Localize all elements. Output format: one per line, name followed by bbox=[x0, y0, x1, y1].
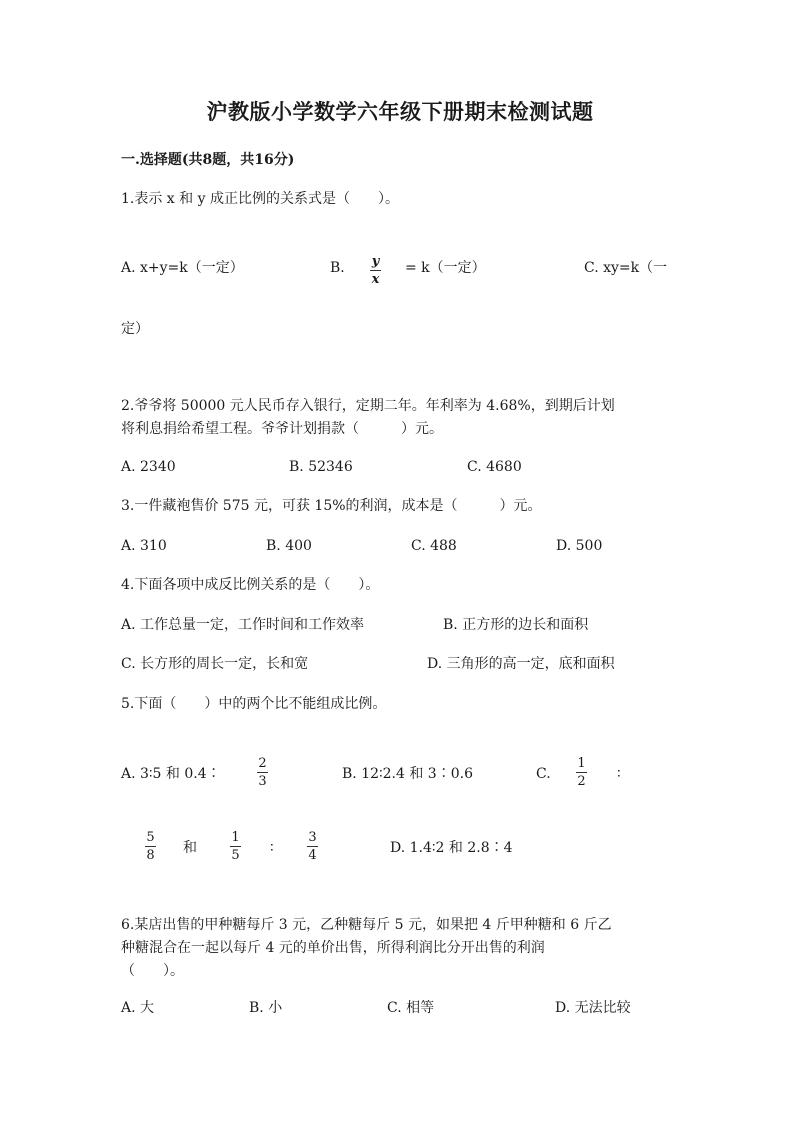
section-heading: 一.选择题(共8题，共16分) bbox=[121, 152, 295, 168]
question-4-option-b: B. 正方形的边长和面积 bbox=[443, 617, 589, 633]
fraction-denominator: 5 bbox=[231, 848, 240, 863]
question-3-option-a: A. 310 bbox=[121, 538, 167, 554]
question-4-stem: 4.下面各项中成反比例关系的是（ ）。 bbox=[121, 577, 380, 593]
question-2-option-a: A. 2340 bbox=[121, 459, 176, 475]
question-2-option-b: B. 52346 bbox=[289, 459, 353, 475]
question-6-stem-line-2: 种糖混合在一起以每斤 4 元的单价出售，所得利润比分开出售的利润 bbox=[121, 940, 545, 956]
fraction-numerator: 1 bbox=[231, 830, 240, 845]
fraction-bar bbox=[257, 772, 268, 773]
question-5-option-c-fraction-4 bbox=[307, 830, 318, 863]
question-5-option-c-label: C. bbox=[536, 766, 551, 782]
question-5-stem: 5.下面（ ）中的两个比不能组成比例。 bbox=[121, 696, 387, 712]
question-1-option-b-fraction bbox=[370, 254, 381, 287]
fraction-bar bbox=[370, 270, 381, 271]
fraction-denominator: 2 bbox=[577, 774, 586, 789]
question-5-option-b: B. 12∶2.4 和 3∶0.6 bbox=[342, 766, 473, 782]
fraction-numerator: y bbox=[371, 254, 380, 269]
fraction-denominator: 4 bbox=[308, 848, 317, 863]
question-5-option-a-fraction bbox=[257, 756, 268, 789]
question-4-option-a: A. 工作总量一定，工作时间和工作效率 bbox=[121, 617, 365, 633]
fraction-numerator: 3 bbox=[308, 830, 317, 845]
fraction-denominator: x bbox=[371, 272, 380, 287]
question-5-option-c-fraction-2 bbox=[145, 830, 156, 863]
question-2-stem-line-2: 将利息捐给希望工程。爷爷计划捐款（ ）元。 bbox=[121, 421, 443, 437]
question-1-stem: 1.表示 x 和 y 成正比例的关系式是（ ）。 bbox=[121, 191, 399, 207]
fraction-bar bbox=[145, 846, 156, 847]
question-6-stem-line-1: 6.某店出售的甲种糖每斤 3 元，乙种糖每斤 5 元，如果把 4 斤甲种糖和 6 斤乙 bbox=[121, 917, 612, 933]
question-6-option-b: B. 小 bbox=[249, 1000, 283, 1016]
question-6-option-a: A. 大 bbox=[121, 1000, 155, 1016]
question-5-option-d: D. 1.4∶2 和 2.8∶4 bbox=[390, 840, 513, 856]
question-6-option-c: C. 相等 bbox=[387, 1000, 435, 1016]
question-5-option-c-fraction-1 bbox=[576, 756, 587, 789]
ratio-colon: ∶ bbox=[270, 840, 274, 856]
question-3-stem: 3.一件藏袍售价 575 元，可获 15%的利润，成本是（ ）元。 bbox=[121, 498, 542, 514]
question-3-option-b: B. 400 bbox=[266, 538, 312, 554]
question-2-option-c: C. 4680 bbox=[467, 459, 522, 475]
fraction-numerator: 5 bbox=[146, 830, 155, 845]
question-5-option-c-and: 和 bbox=[183, 840, 197, 856]
page-title: 沪教版小学数学六年级下册期末检测试题 bbox=[206, 99, 594, 124]
question-1-option-b-text: = k（一定） bbox=[405, 260, 486, 276]
question-2-stem-line-1: 2.爷爷将 50000 元人民币存入银行，定期二年。年利率为 4.68%，到期后计划 bbox=[121, 398, 615, 414]
question-1-option-a: A. x+y=k（一定） bbox=[121, 260, 244, 276]
question-5-option-a-text: A. 3∶5 和 0.4∶ bbox=[121, 766, 221, 782]
fraction-denominator: 3 bbox=[258, 774, 267, 789]
fraction-bar bbox=[307, 846, 318, 847]
question-6-option-d: D. 无法比较 bbox=[555, 1000, 631, 1016]
question-1-option-c: C. xy=k（一 bbox=[584, 260, 668, 276]
fraction-bar bbox=[576, 772, 587, 773]
fraction-denominator: 8 bbox=[146, 848, 155, 863]
question-3-option-d: D. 500 bbox=[556, 538, 603, 554]
ratio-colon: ∶ bbox=[617, 766, 621, 782]
question-5-option-c-fraction-3 bbox=[230, 830, 241, 863]
question-1-option-c-continued: 定） bbox=[121, 321, 149, 337]
question-1-option-b-label: B. bbox=[330, 260, 345, 276]
fraction-bar bbox=[230, 846, 241, 847]
fraction-numerator: 1 bbox=[577, 756, 586, 771]
fraction-numerator: 2 bbox=[258, 756, 267, 771]
question-3-option-c: C. 488 bbox=[411, 538, 457, 554]
question-4-option-c: C. 长方形的周长一定，长和宽 bbox=[121, 656, 309, 672]
question-6-stem-line-3: （ ）。 bbox=[121, 963, 184, 979]
question-4-option-d: D. 三角形的高一定，底和面积 bbox=[427, 656, 615, 672]
